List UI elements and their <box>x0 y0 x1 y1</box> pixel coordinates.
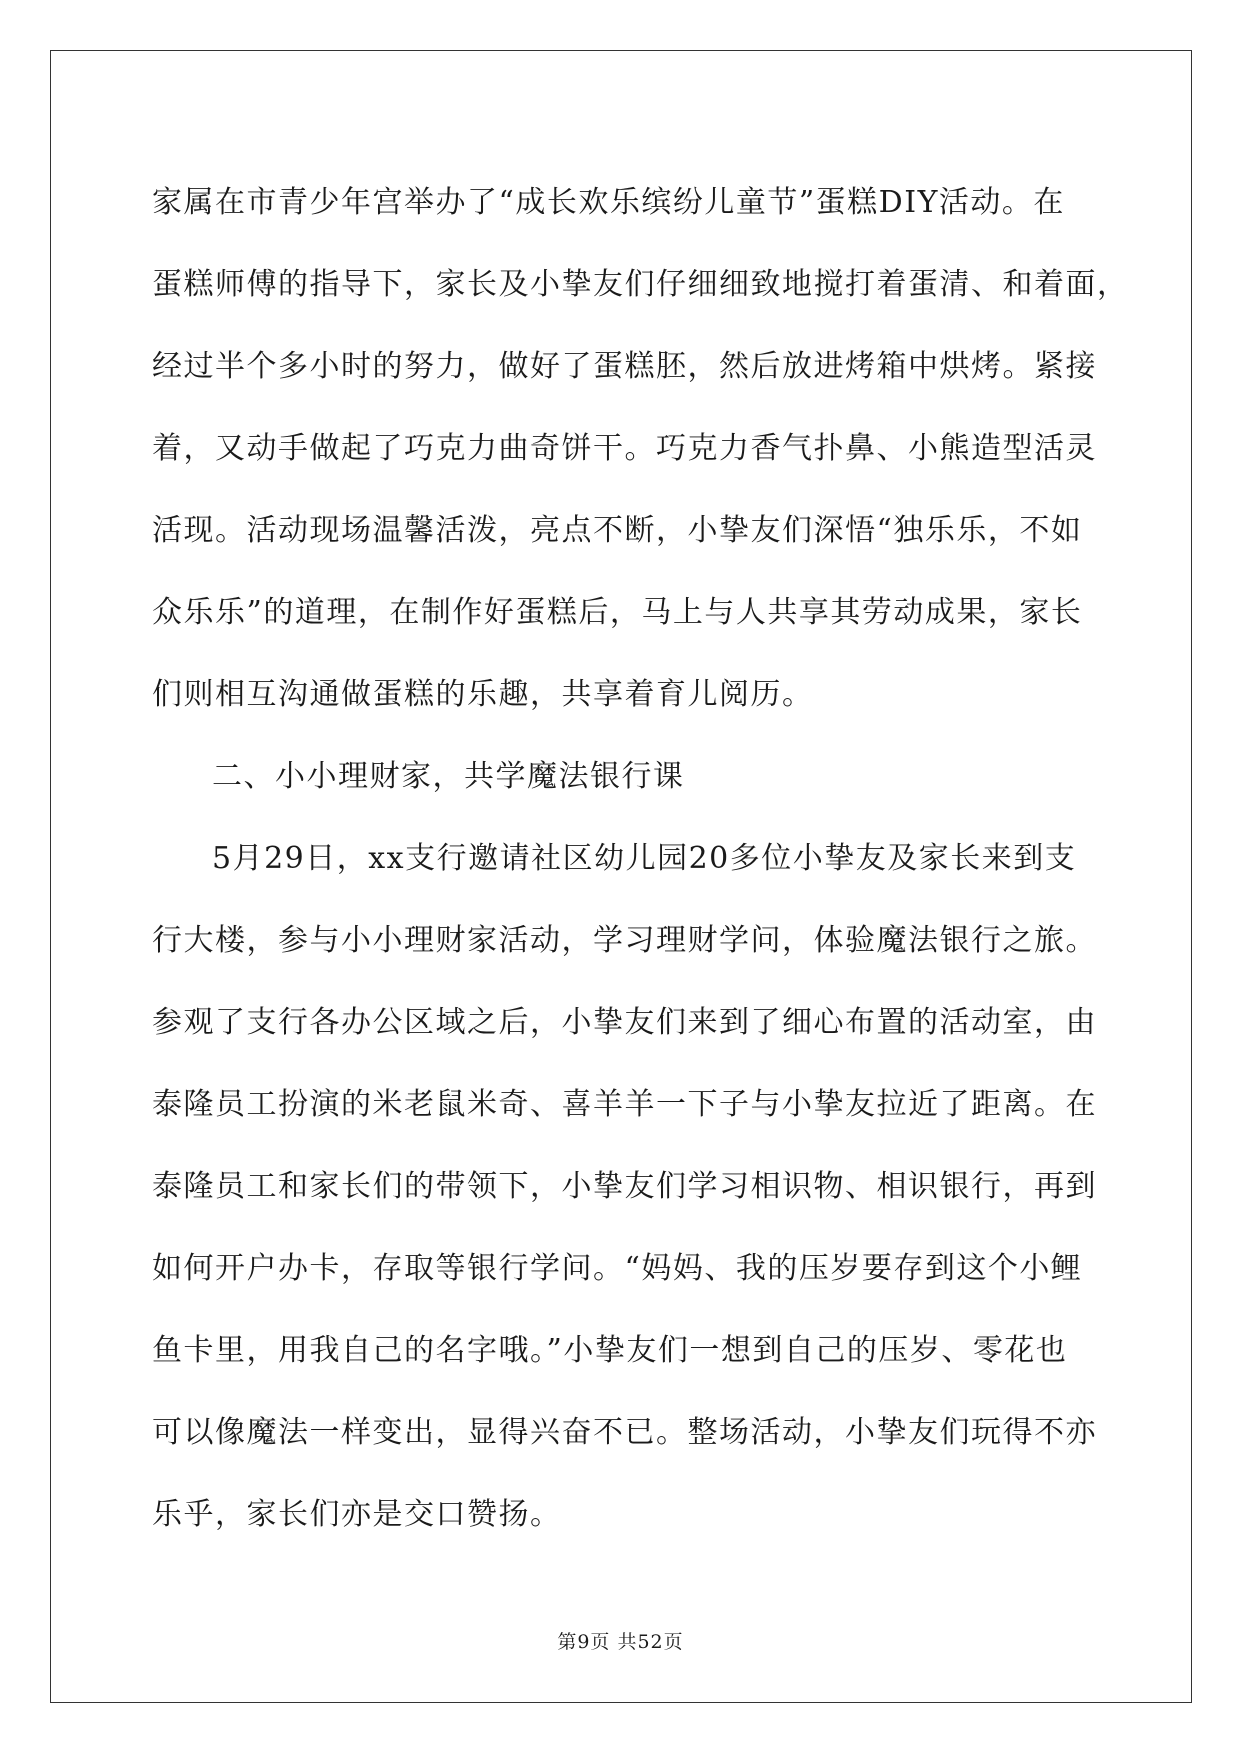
body-line: 乐乎，家长们亦是交口赞扬。 <box>152 1497 562 1532</box>
body-line: 如何开户办卡，存取等银行学问。“妈妈、我的压岁要存到这个小鲤 <box>152 1251 1083 1286</box>
body-line: 蛋糕师傅的指导下，家长及小挚友们仔细细致地搅打着蛋清、和着面， <box>152 267 1129 302</box>
body-line: 经过半个多小时的努力，做好了蛋糕胚，然后放进烤箱中烘烤。紧接 <box>152 349 1097 384</box>
body-line: 们则相互沟通做蛋糕的乐趣，共享着育儿阅历。 <box>152 677 814 712</box>
body-line: 鱼卡里，用我自己的名字哦。”小挚友们一想到自己的压岁、零花也 <box>152 1333 1068 1368</box>
section-heading: 二、小小理财家，共学魔法银行课 <box>212 759 685 794</box>
body-line: 家属在市青少年宫举办了“成长欢乐缤纷儿童节”蛋糕DIY活动。在 <box>152 185 1065 220</box>
body-line: 众乐乐”的道理，在制作好蛋糕后，马上与人共享其劳动成果，家长 <box>152 595 1083 630</box>
body-line: 5月29日，xx支行邀请社区幼儿园20多位小挚友及家长来到支 <box>212 841 1077 876</box>
body-line: 行大楼，参与小小理财家活动，学习理财学问，体验魔法银行之旅。 <box>152 923 1097 958</box>
body-line: 泰隆员工扮演的米老鼠米奇、喜羊羊一下子与小挚友拉近了距离。在 <box>152 1087 1097 1122</box>
body-line: 可以像魔法一样变出，显得兴奋不已。整场活动，小挚友们玩得不亦 <box>152 1415 1097 1450</box>
body-line: 参观了支行各办公区域之后，小挚友们来到了细心布置的活动室，由 <box>152 1005 1097 1040</box>
page-number-footer: 第9页 共52页 <box>557 1631 684 1653</box>
body-line: 着，又动手做起了巧克力曲奇饼干。巧克力香气扑鼻、小熊造型活灵 <box>152 431 1097 466</box>
document-body <box>152 162 1129 1556</box>
body-line: 活现。活动现场温馨活泼，亮点不断，小挚友们深悟“独乐乐，不如 <box>152 513 1083 548</box>
body-line: 泰隆员工和家长们的带领下，小挚友们学习相识物、相识银行，再到 <box>152 1169 1097 1204</box>
